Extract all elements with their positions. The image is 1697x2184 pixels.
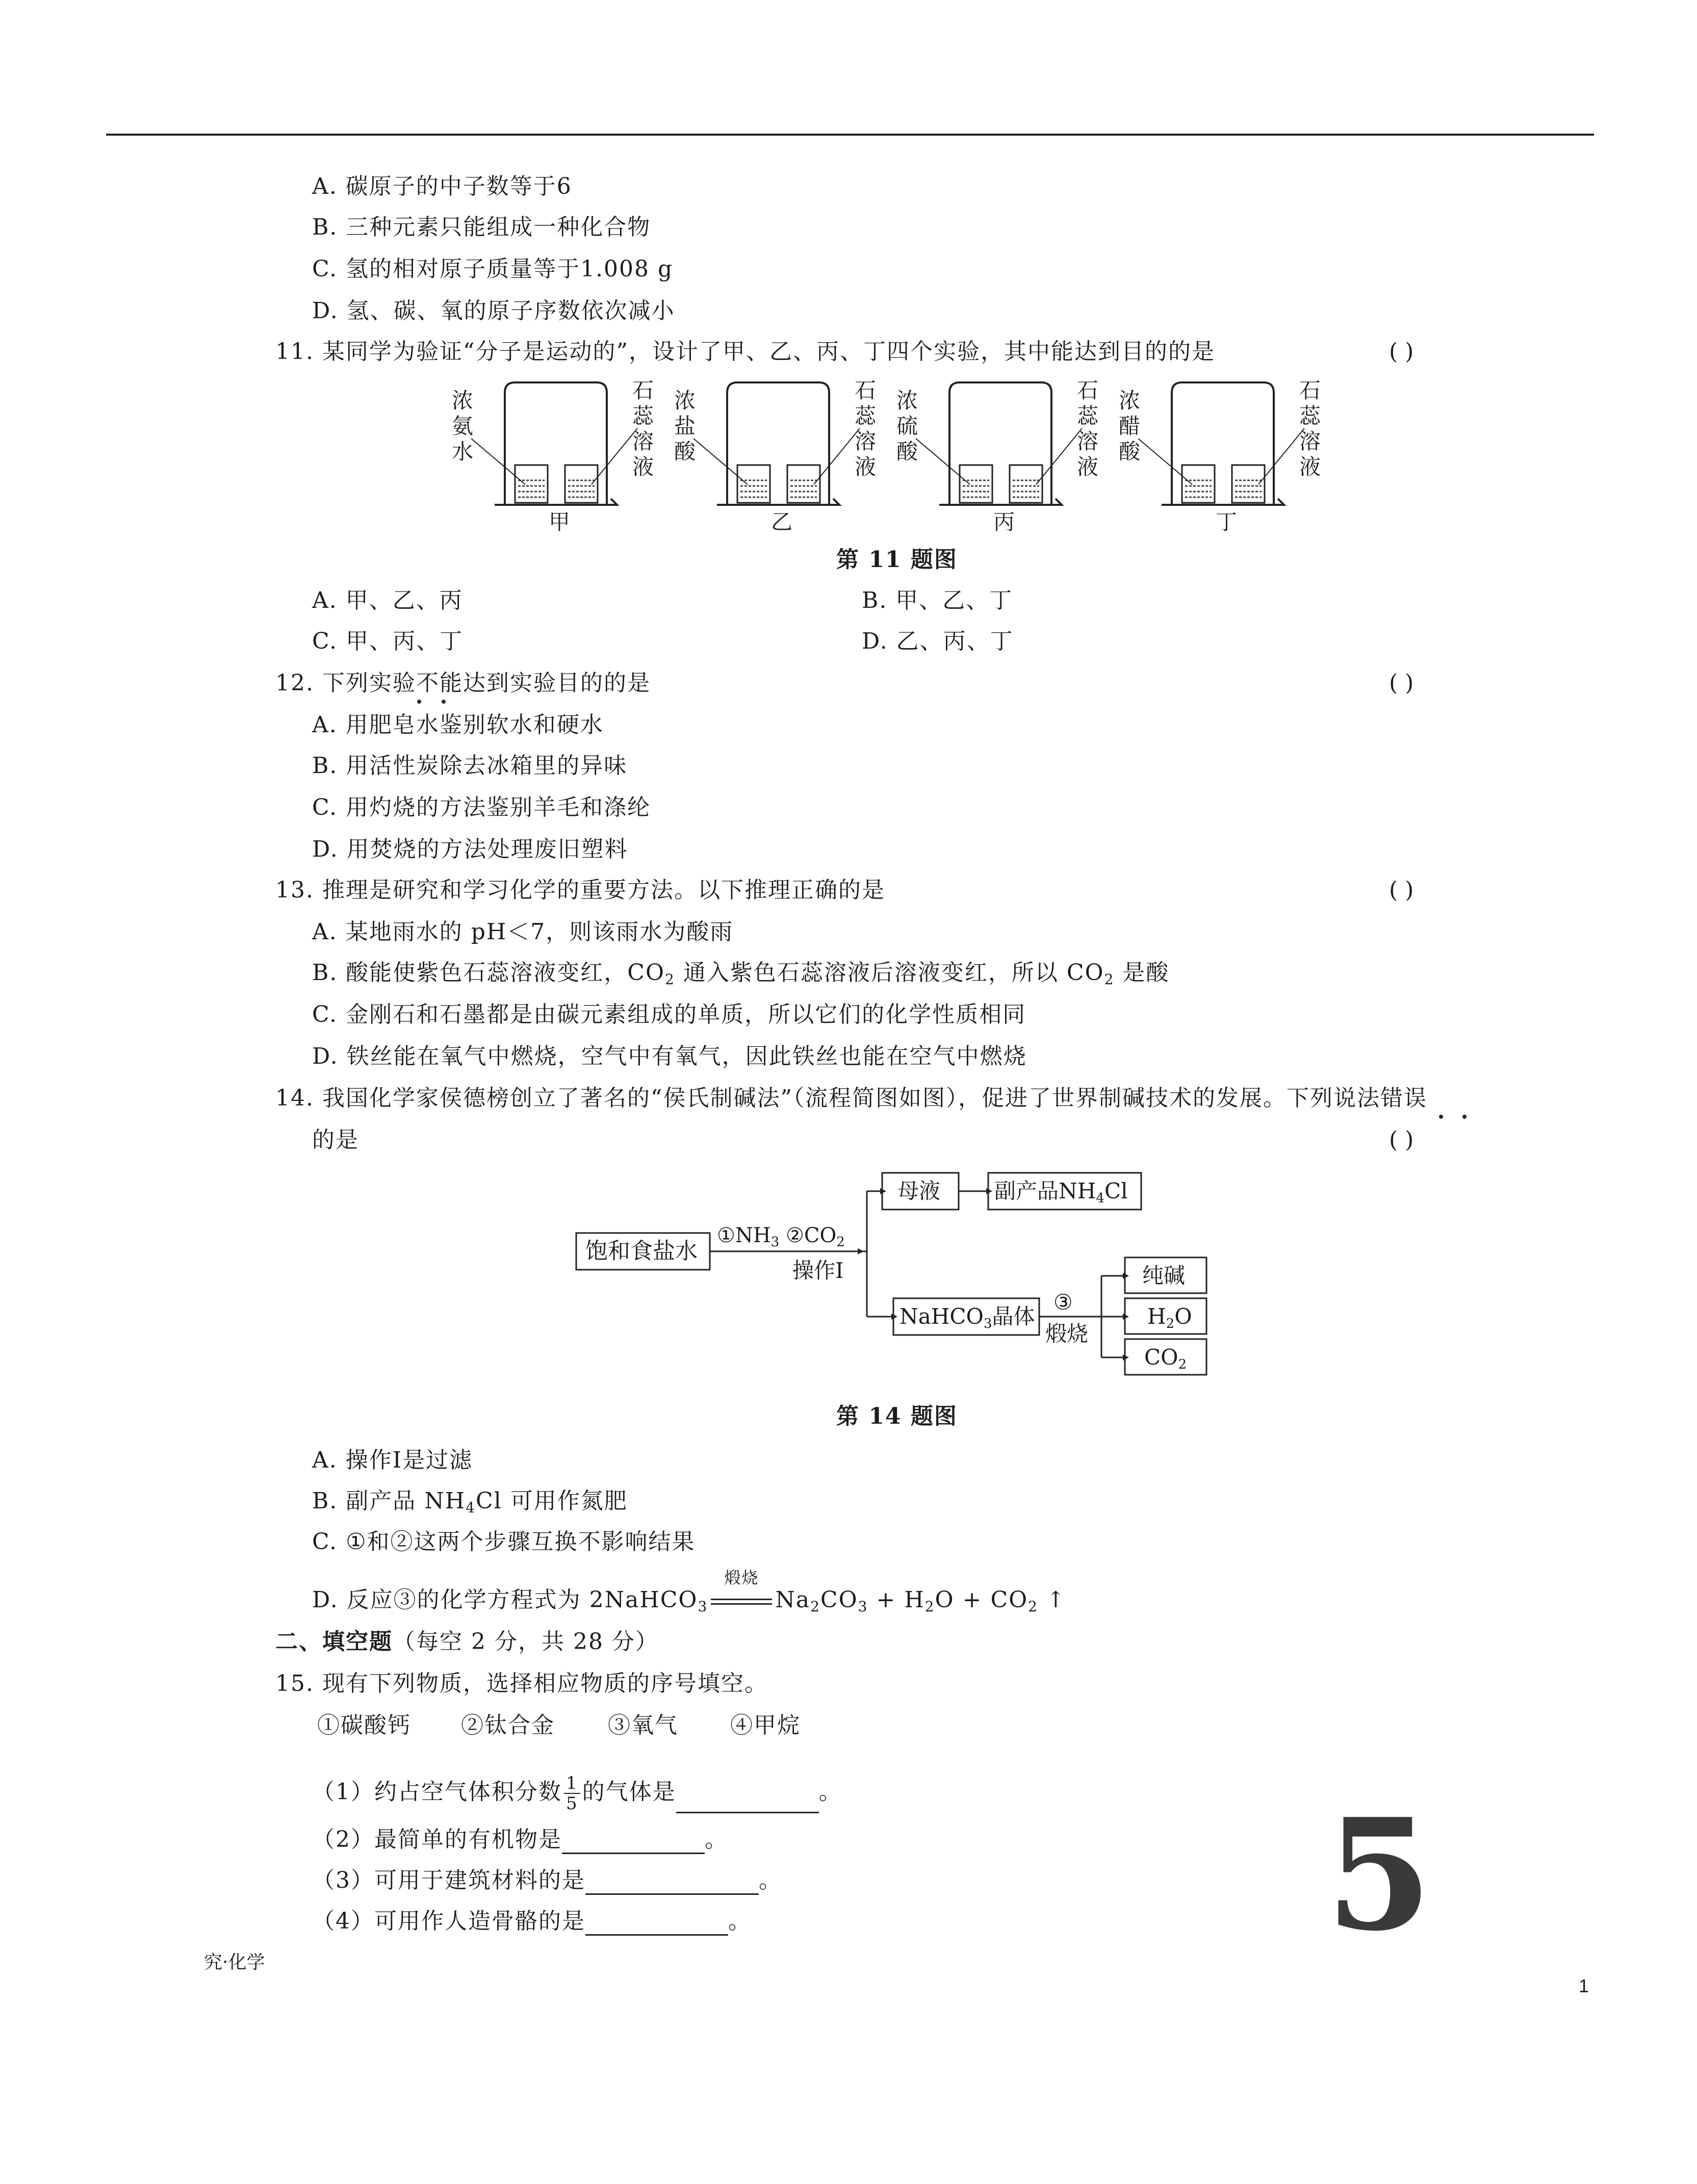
left-label-char: 氨 [452, 414, 474, 439]
flow-product-water: H2O [1147, 1304, 1192, 1331]
footer-subject: 究·化学 [204, 1952, 265, 1973]
q15-item-4: ④甲烷 [730, 1712, 801, 1738]
base-plate [495, 499, 617, 505]
q11-option-b: B. 甲、乙、丁 [862, 587, 1013, 613]
q13-option-b: B. 酸能使紫色石蕊溶液变红，$CO_2$ 通入紫色石蕊溶液后溶液变红，所以 $CO_2$ 是酸 [312, 960, 1170, 988]
right-label-char: 蕊 [855, 403, 877, 428]
answer-blank-2[interactable] [562, 1832, 705, 1854]
q10-option-b: B. 三种元素只能组成一种化合物 [312, 214, 651, 240]
left-label-char: 浓 [452, 388, 474, 413]
q12-stem: 12. 下列实验不能达到实验目的的是 [275, 670, 651, 696]
q15-sub4: （4）可用作人造骨骼的是 。 [312, 1907, 752, 1936]
q11-answer-paren: ( ) [1389, 339, 1414, 365]
flow-product-co2: CO2 [1144, 1345, 1187, 1372]
right-label-char: 液 [855, 454, 877, 479]
q15-stem: 15. 现有下列物质，选择相应物质的序号填空。 [275, 1671, 768, 1697]
q14-flowchart [576, 1168, 1239, 1392]
q15-item-2: ②钛合金 [461, 1712, 555, 1738]
left-label-char: 浓 [896, 388, 918, 413]
q11-option-a: A. 甲、乙、丙 [312, 587, 463, 613]
emphasis-dot [1462, 1115, 1467, 1119]
left-label-char: 浓 [674, 388, 696, 413]
left-label-char: 盐 [674, 414, 696, 439]
right-label-char: 液 [1299, 454, 1321, 479]
page-number: 1 [1579, 1975, 1589, 1996]
apparatus-name: 丙 [993, 509, 1015, 534]
left-label-char: 酸 [1119, 439, 1141, 464]
q15-item-1: ①碳酸钙 [317, 1712, 411, 1738]
flow-crystal: NaHCO3晶体 [899, 1304, 1035, 1331]
flow-step3: ③ [1053, 1290, 1073, 1315]
apparatus-name: 乙 [771, 509, 793, 534]
right-label-char: 石 [1299, 378, 1321, 403]
left-label-char: 水 [452, 439, 474, 464]
apparatus-3 [896, 378, 1099, 534]
emphasis-dot [417, 700, 421, 704]
q14-option-b: B. 副产品 $NH_4Cl$ 可用作氮肥 [312, 1488, 628, 1516]
q10-option-c: C. 氢的相对原子质量等于1.008 g [312, 256, 674, 282]
answer-blank-1[interactable] [676, 1791, 819, 1813]
header-rule [106, 134, 1594, 136]
page-section-number: 5 [1326, 1785, 1432, 1965]
answer-blank-4[interactable] [585, 1914, 728, 1936]
left-label-char: 酸 [896, 439, 918, 464]
q13-option-a: A. 某地雨水的 pH＜7，则该雨水为酸雨 [312, 919, 734, 945]
emphasis-dot [442, 700, 446, 704]
q14-answer-paren: ( ) [1389, 1127, 1414, 1153]
section2-heading: 二、填空题（每空 2 分，共 28 分） [275, 1629, 659, 1655]
q13-answer-paren: ( ) [1389, 877, 1414, 903]
left-label-char: 浓 [1119, 388, 1141, 413]
right-label-char: 液 [632, 454, 654, 479]
emphasis-dot [1439, 1115, 1443, 1119]
right-label-char: 溶 [855, 429, 877, 454]
apparatus-4 [1119, 378, 1321, 534]
flow-start: 饱和食盐水 [585, 1238, 698, 1264]
q14-emphasis: 错误 [1380, 1085, 1427, 1111]
q13-option-c: C. 金刚石和石墨都是由碳元素组成的单质，所以它们的化学性质相同 [312, 1001, 1026, 1027]
q11-option-d: D. 乙、丙、丁 [862, 628, 1014, 654]
right-label-char: 溶 [1077, 429, 1099, 454]
left-label-char: 硫 [896, 414, 918, 439]
q10-option-a: A. 碳原子的中子数等于6 [312, 173, 572, 199]
right-label-char: 蕊 [1077, 403, 1099, 428]
right-label-char: 蕊 [632, 403, 654, 428]
base-plate [939, 499, 1062, 505]
flow-mother: 母液 [897, 1178, 941, 1203]
apparatus-1 [452, 378, 654, 534]
right-label-char: 溶 [632, 429, 654, 454]
q15-item-3: ③氧气 [608, 1712, 678, 1738]
flow-product-soda: 纯碱 [1142, 1263, 1186, 1288]
reaction-condition: 煅烧 [711, 1586, 772, 1614]
apparatus-name: 甲 [549, 509, 571, 534]
q10-option-d: D. 氢、碳、氧的原子序数依次减小 [312, 298, 675, 324]
q14-option-a: A. 操作Ⅰ是过滤 [312, 1447, 473, 1473]
right-label-char: 石 [632, 378, 654, 403]
base-plate [717, 499, 839, 505]
left-label-char: 醋 [1119, 414, 1141, 439]
right-label-char: 液 [1077, 454, 1099, 479]
q12-emphasis: 不能 [416, 670, 463, 696]
q13-option-d: D. 铁丝能在氧气中燃烧，空气中有氧气，因此铁丝也能在空气中燃烧 [312, 1043, 1027, 1069]
q15-sub3: （3）可用于建筑材料的是 。 [312, 1866, 782, 1895]
q12-answer-paren: ( ) [1389, 670, 1414, 696]
right-label-char: 石 [855, 378, 877, 403]
q15-sub1: （1）约占空气体积分数 $\frac{1}{5}$ 的气体是 。 [312, 1773, 842, 1814]
right-label-char: 石 [1077, 378, 1099, 403]
right-label-char: 蕊 [1299, 403, 1321, 428]
q12-option-a: A. 用肥皂水鉴别软水和硬水 [312, 712, 604, 738]
q11-option-c: C. 甲、丙、丁 [312, 628, 464, 654]
q11-caption: 第 11 题图 [836, 547, 958, 573]
q14-stem: 14. 我国化学家侯德榜创立了著名的“侯氏制碱法”（流程简图如图），促进了世界制碱技术的发展。下列说法错误 [275, 1085, 1427, 1111]
q12-option-c: C. 用灼烧的方法鉴别羊毛和涤纶 [312, 794, 651, 820]
q12-option-b: B. 用活性炭除去冰箱里的异味 [312, 753, 628, 779]
left-label-char: 酸 [674, 439, 696, 464]
q14-caption: 第 14 题图 [836, 1403, 958, 1429]
flow-calcine: 煅烧 [1045, 1321, 1089, 1346]
q14-stem-line2: 的是 [312, 1127, 359, 1153]
flow-step-top: $①NH_3$ $②CO_2$ [717, 1224, 845, 1250]
apparatus-name: 丁 [1216, 509, 1238, 534]
right-label-char: 溶 [1299, 429, 1321, 454]
q11-stem: 11. 某同学为验证“分子是运动的”，设计了甲、乙、丙、丁四个实验，其中能达到目的的是 [275, 339, 1215, 365]
flow-operation: 操作Ⅰ [792, 1258, 844, 1283]
apparatus-2 [674, 378, 877, 534]
q14-option-d: D. 反应③的化学方程式为 2NaHCO$_3$ 煅烧 $Na_2CO_3 + H_2O + CO_2$ ↑ [312, 1568, 1066, 1615]
answer-blank-3[interactable] [585, 1873, 759, 1895]
q15-sub2: （2）最简单的有机物是 。 [312, 1826, 728, 1854]
fraction-one-fifth: $\frac{1}{5}$ [564, 1774, 580, 1813]
q14-option-c: C. ①和②这两个步骤互换不影响结果 [312, 1529, 696, 1555]
q11-apparatus-figure [449, 377, 1336, 541]
base-plate [1162, 499, 1284, 505]
q13-stem: 13. 推理是研究和学习化学的重要方法。以下推理正确的是 [275, 877, 885, 903]
flow-byproduct: 副产品NH4Cl [994, 1178, 1128, 1206]
q12-option-d: D. 用焚烧的方法处理废旧塑料 [312, 836, 628, 862]
